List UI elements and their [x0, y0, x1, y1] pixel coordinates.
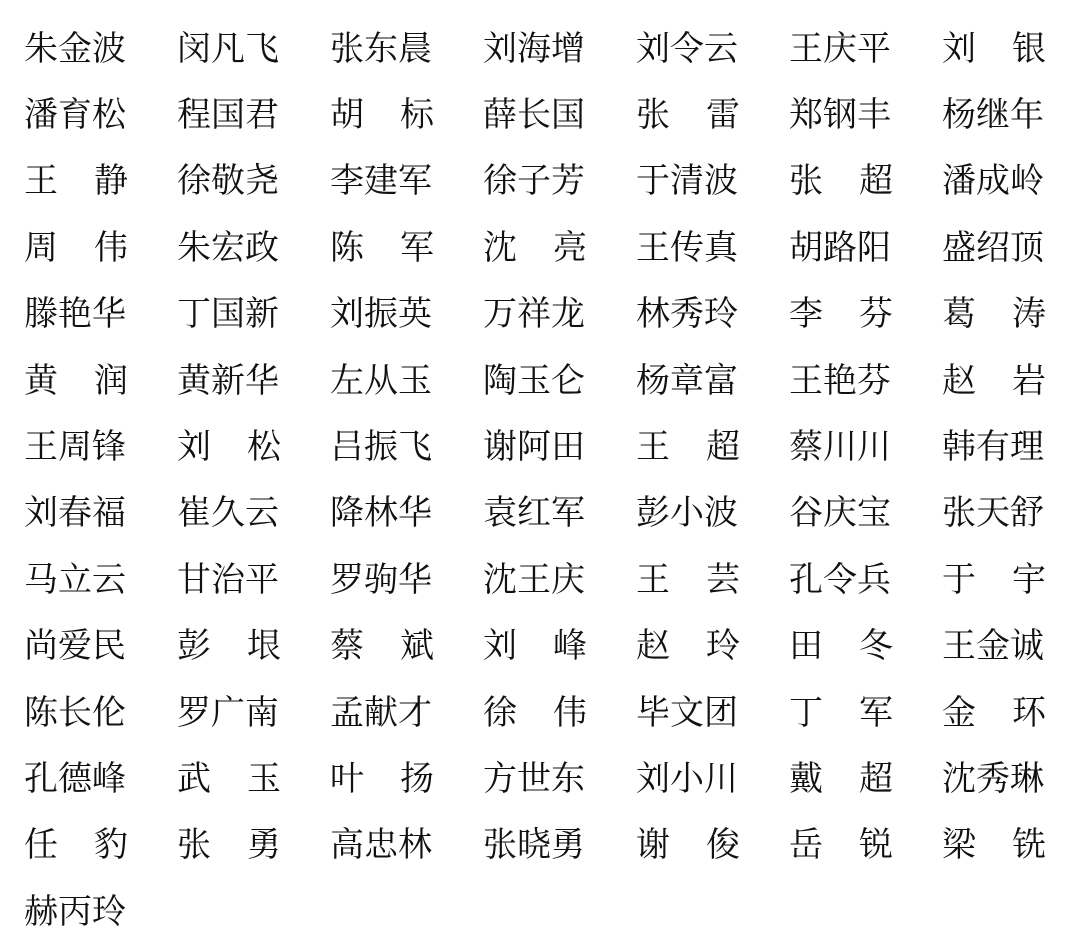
name-char: 刘 [942, 28, 976, 69]
name-item: 孔令兵 [789, 559, 891, 600]
name-char: 勇 [247, 825, 281, 866]
name-item [942, 809, 1046, 875]
name-char: 丁 [789, 692, 823, 733]
name-item [789, 809, 893, 875]
name-char: 斌 [400, 626, 434, 667]
name-char: 张 [636, 95, 670, 136]
name-char: 梁 [942, 825, 976, 866]
name-char: 岩 [1012, 360, 1046, 401]
name-char: 叶 [330, 758, 364, 799]
name-item: 韩有理 [942, 427, 1044, 468]
name-item: 杨章富 [636, 360, 738, 401]
name-char: 锐 [859, 825, 893, 866]
name-list [24, 12, 1054, 941]
name-item: 郑钢丰 [789, 95, 891, 136]
name-item: 潘育松 [24, 95, 126, 136]
name-item: 王庆平 [789, 28, 891, 69]
name-item [330, 211, 434, 277]
name-item: 孔德峰 [24, 758, 126, 799]
name-char: 峰 [553, 626, 587, 667]
name-item [177, 610, 281, 676]
name-char: 武 [177, 758, 211, 799]
name-item: 丁国新 [177, 294, 279, 335]
name-char: 王 [636, 559, 670, 600]
name-char: 戴 [789, 758, 823, 799]
name-item [789, 742, 893, 808]
name-char: 葛 [942, 294, 976, 335]
name-char: 张 [177, 825, 211, 866]
name-item: 闵凡飞 [177, 28, 279, 69]
name-char: 张 [789, 161, 823, 202]
name-item [636, 78, 740, 144]
name-item [942, 676, 1046, 742]
name-item [177, 410, 281, 476]
name-item [483, 676, 587, 742]
name-char: 胡 [330, 95, 364, 136]
name-char: 超 [859, 161, 893, 202]
name-item: 蔡川川 [789, 427, 891, 468]
name-item: 潘成岭 [942, 161, 1044, 202]
name-item [636, 809, 740, 875]
name-item: 李建军 [330, 161, 432, 202]
name-char: 垠 [247, 626, 281, 667]
name-char: 标 [400, 95, 434, 136]
name-char: 金 [942, 692, 976, 733]
name-item [24, 211, 128, 277]
name-char: 环 [1012, 692, 1046, 733]
name-item [483, 211, 587, 277]
name-item [789, 278, 893, 344]
name-item [636, 543, 740, 609]
name-char: 蔡 [330, 626, 364, 667]
name-char: 徐 [483, 692, 517, 733]
name-char: 玉 [247, 758, 281, 799]
name-item: 刘春福 [24, 493, 126, 534]
name-item: 胡路阳 [789, 227, 891, 268]
name-item [942, 12, 1046, 78]
name-item: 万祥龙 [483, 294, 585, 335]
name-item [789, 610, 893, 676]
name-char: 彭 [177, 626, 211, 667]
name-item: 刘海增 [483, 28, 585, 69]
name-item: 左从玉 [330, 360, 432, 401]
name-item [789, 145, 893, 211]
name-item: 谷庆宝 [789, 493, 891, 534]
name-item: 王艳芬 [789, 360, 891, 401]
name-char: 王 [24, 161, 58, 202]
name-item: 刘小川 [636, 758, 738, 799]
name-char: 军 [859, 692, 893, 733]
name-char: 豹 [94, 825, 128, 866]
name-item: 张天舒 [942, 493, 1044, 534]
name-item: 徐子芳 [483, 161, 585, 202]
name-item: 滕艳华 [24, 294, 126, 335]
name-item [636, 610, 740, 676]
name-item: 尚爱民 [24, 626, 126, 667]
name-char: 于 [942, 559, 976, 600]
name-char: 伟 [553, 692, 587, 733]
name-char: 涛 [1012, 294, 1046, 335]
name-item: 朱金波 [24, 28, 126, 69]
name-char: 俊 [706, 825, 740, 866]
name-char: 芸 [706, 559, 740, 600]
name-item: 高忠林 [330, 825, 432, 866]
name-item [177, 809, 281, 875]
name-item: 王周锋 [24, 427, 126, 468]
name-item: 张晓勇 [483, 825, 585, 866]
name-char: 伟 [94, 227, 128, 268]
name-item: 朱宏政 [177, 227, 279, 268]
name-char: 雷 [706, 95, 740, 136]
name-char: 周 [24, 227, 58, 268]
name-item: 王传真 [636, 227, 738, 268]
name-item [789, 676, 893, 742]
name-item: 罗驹华 [330, 559, 432, 600]
name-char: 扬 [400, 758, 434, 799]
name-item: 薛长国 [483, 95, 585, 136]
name-item [942, 344, 1046, 410]
name-char: 润 [94, 360, 128, 401]
name-item: 程国君 [177, 95, 279, 136]
name-char: 玲 [706, 626, 740, 667]
name-item [330, 742, 434, 808]
name-char: 岳 [789, 825, 823, 866]
name-item: 彭小波 [636, 493, 738, 534]
name-char: 王 [636, 427, 670, 468]
name-item: 陶玉仑 [483, 360, 585, 401]
name-item: 罗广南 [177, 692, 279, 733]
name-char: 超 [859, 758, 893, 799]
name-item [942, 543, 1046, 609]
name-char: 银 [1012, 28, 1046, 69]
name-item: 甘治平 [177, 559, 279, 600]
name-char: 刘 [483, 626, 517, 667]
name-char: 冬 [859, 626, 893, 667]
name-item: 张东晨 [330, 28, 432, 69]
name-char: 静 [94, 161, 128, 202]
name-item: 袁红军 [483, 493, 585, 534]
name-char: 军 [400, 227, 434, 268]
name-char: 黄 [24, 360, 58, 401]
name-item [483, 610, 587, 676]
name-item: 盛绍顶 [942, 227, 1044, 268]
name-char: 铣 [1012, 825, 1046, 866]
name-char: 赵 [942, 360, 976, 401]
name-item: 刘振英 [330, 294, 432, 335]
name-char: 任 [24, 825, 58, 866]
name-item: 杨继年 [942, 95, 1044, 136]
name-item: 林秀玲 [636, 294, 738, 335]
name-char: 芬 [859, 294, 893, 335]
name-item [24, 145, 128, 211]
name-char: 超 [706, 427, 740, 468]
name-item [177, 742, 281, 808]
name-item: 王金诚 [942, 626, 1044, 667]
name-char: 宇 [1012, 559, 1046, 600]
name-item: 崔久云 [177, 493, 279, 534]
name-item: 刘令云 [636, 28, 738, 69]
name-item [24, 344, 128, 410]
name-item [330, 610, 434, 676]
name-char: 田 [789, 626, 823, 667]
name-item: 赫丙玲 [24, 891, 126, 932]
name-item: 于清波 [636, 161, 738, 202]
name-item: 孟献才 [330, 692, 432, 733]
name-item: 沈秀琳 [942, 758, 1044, 799]
name-char: 沈 [483, 227, 517, 268]
name-item [24, 809, 128, 875]
name-item: 毕文团 [636, 692, 738, 733]
name-char: 松 [247, 427, 281, 468]
name-item: 陈长伦 [24, 692, 126, 733]
name-item: 黄新华 [177, 360, 279, 401]
name-item: 降林华 [330, 493, 432, 534]
name-char: 亮 [553, 227, 587, 268]
name-item: 马立云 [24, 559, 126, 600]
name-char: 刘 [177, 427, 211, 468]
name-char: 谢 [636, 825, 670, 866]
name-item: 方世东 [483, 758, 585, 799]
name-char: 陈 [330, 227, 364, 268]
name-char: 李 [789, 294, 823, 335]
name-char: 赵 [636, 626, 670, 667]
name-item [636, 410, 740, 476]
name-item: 吕振飞 [330, 427, 432, 468]
name-item: 徐敬尧 [177, 161, 279, 202]
name-item: 谢阿田 [483, 427, 585, 468]
name-item: 沈王庆 [483, 559, 585, 600]
name-item [942, 278, 1046, 344]
name-item [330, 78, 434, 144]
